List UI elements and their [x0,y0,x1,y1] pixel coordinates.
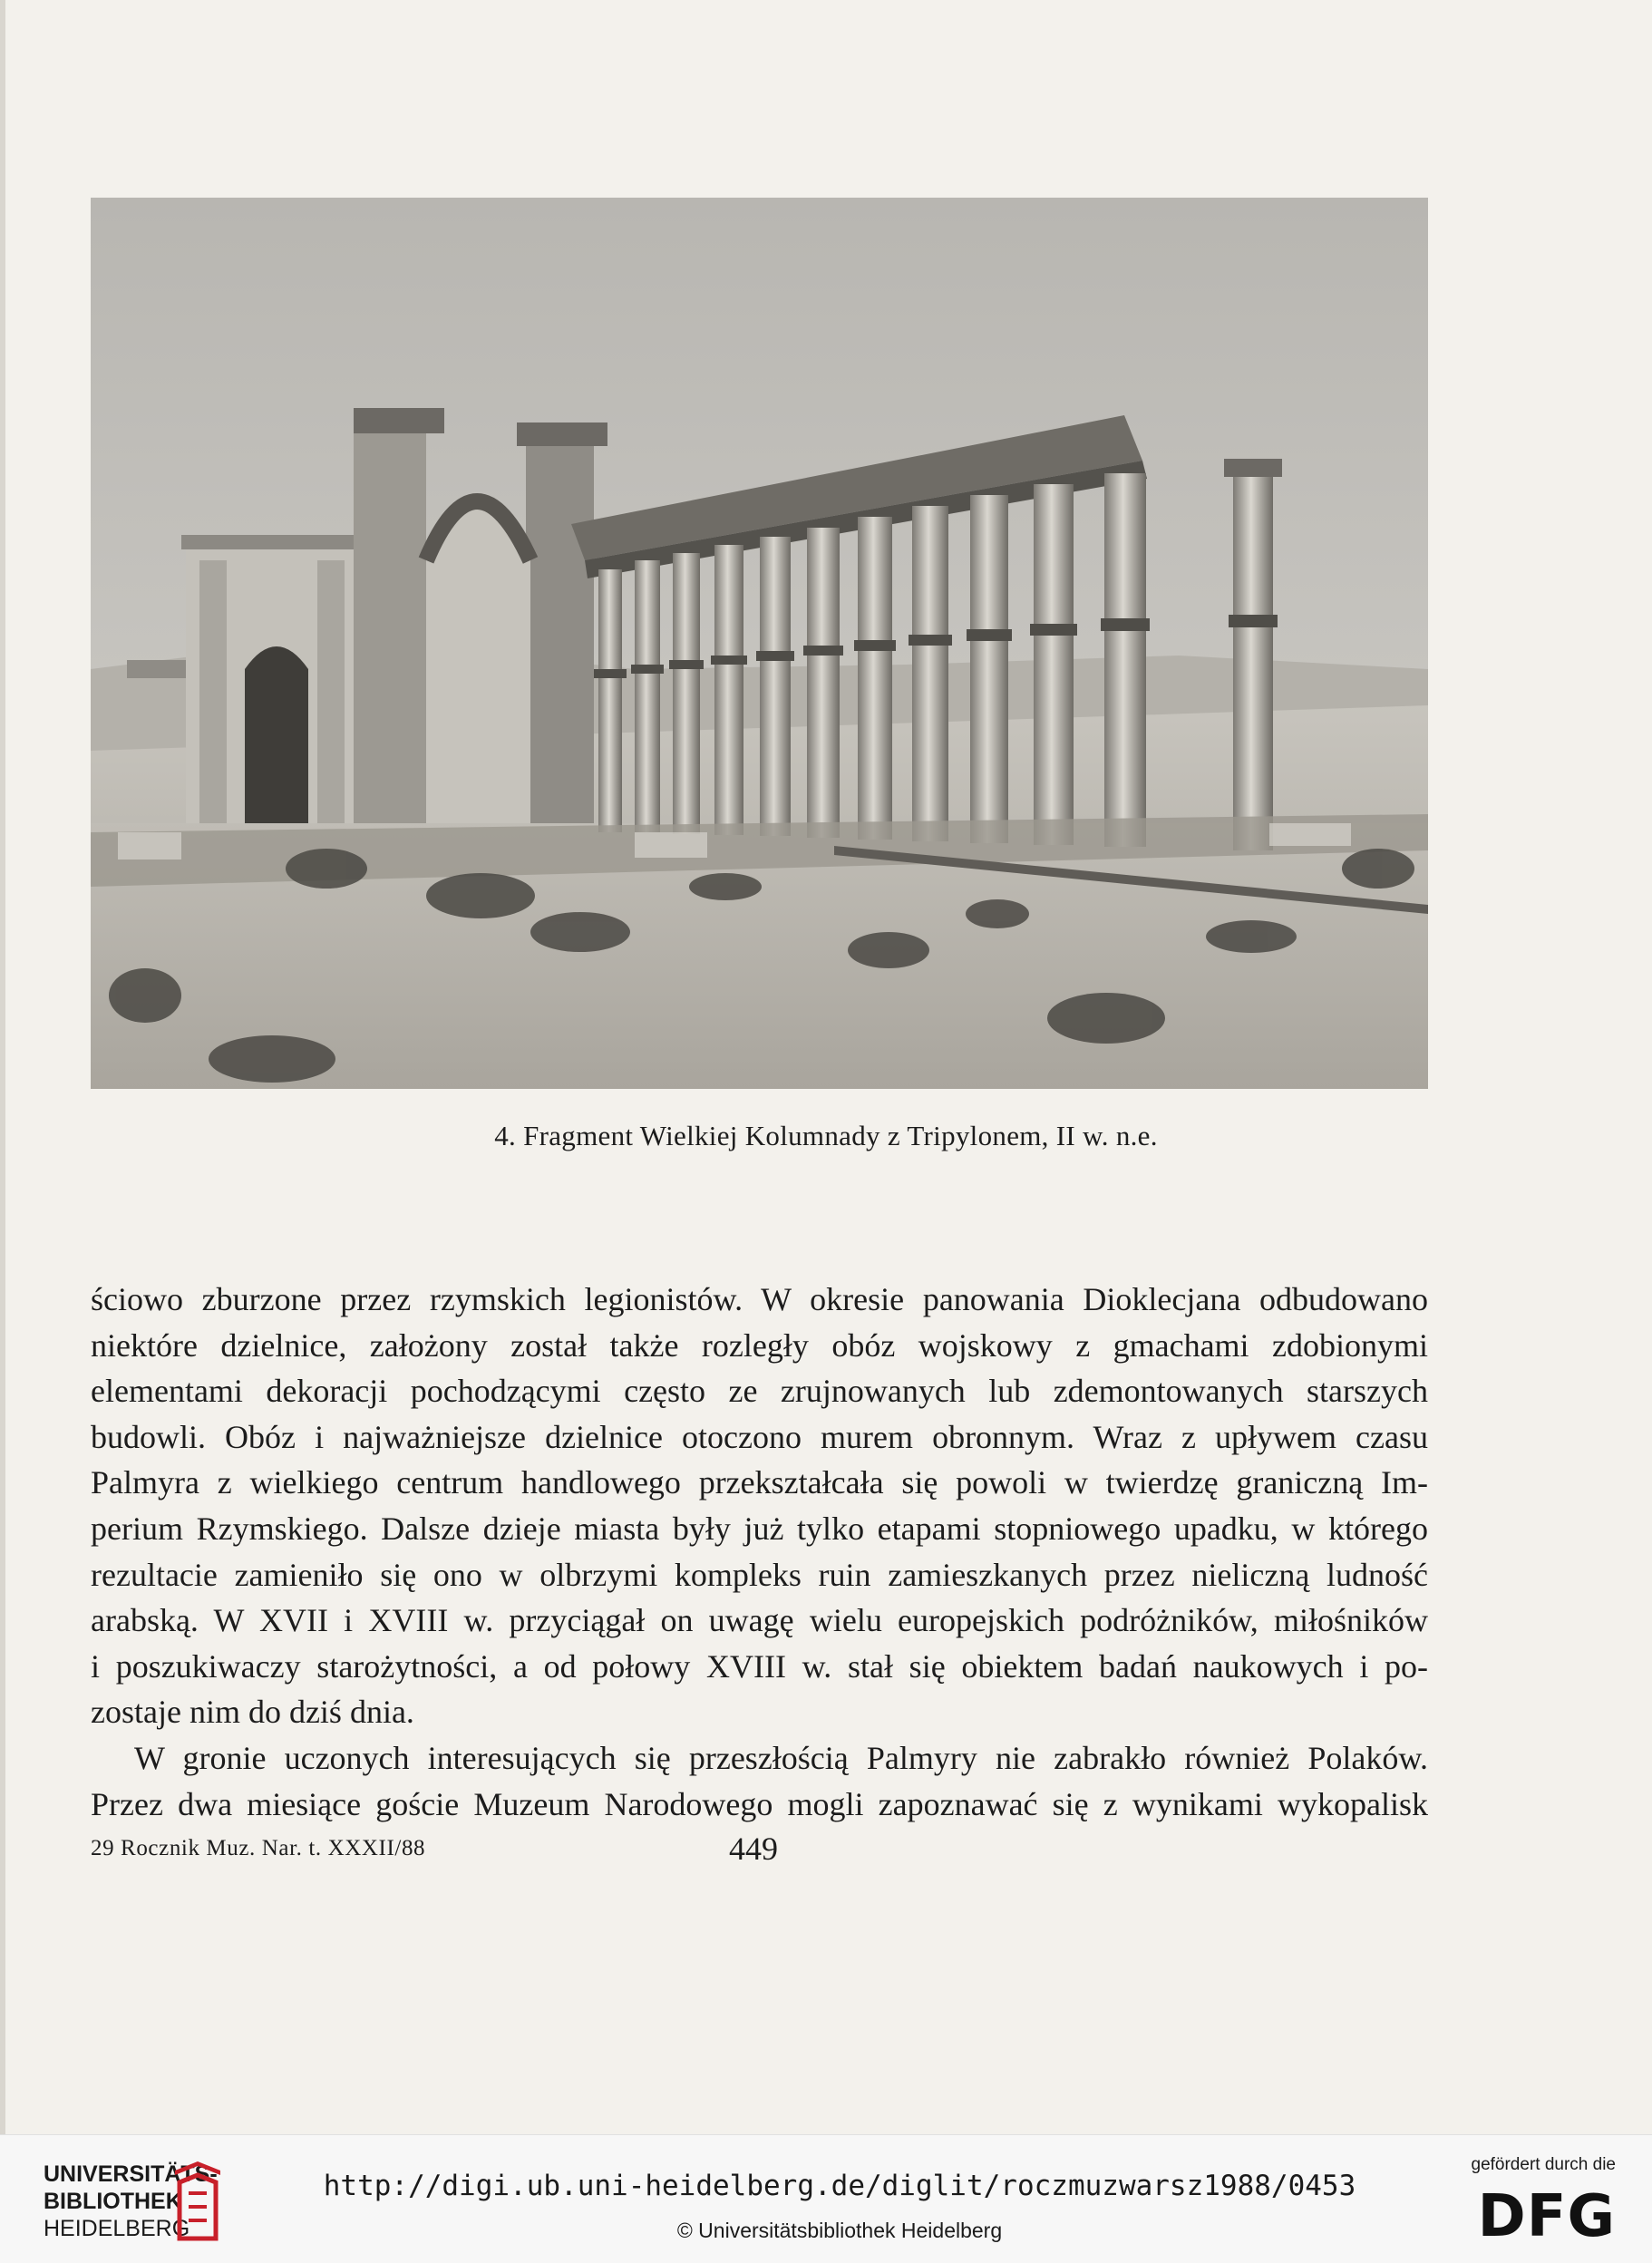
dfg-logo[interactable]: DFG [1477,2183,1616,2250]
permalink-url[interactable]: http://digi.ub.uni-heidelberg.de/diglit/roczmuzwarsz1988/0453 [323,2170,1356,2202]
page-number: 449 [729,1831,778,1867]
text-line: ściowo zburzone przez rzymskich legionistów. W okresie panowania Dioklecjana odbudowano [91,1281,1428,1317]
copyright-notice: © Universitätsbibliothek Heidelberg [676,2219,1003,2242]
text-line: W gronie uczonych interesujących się przeszłością Palmyry nie zabrakło również Polaków. [134,1739,1428,1776]
paragraph-1 [91,1277,1428,1735]
text-line: niektóre dzielnice, założony został także rozległy obóz wojskowy z gmachami zdobionymi [91,1326,1428,1364]
library-name-line3: HEIDELBERG [44,2216,190,2241]
figure-caption: 4. Fragment Wielkiej Kolumnady z Tripylonem, II w. n.e. [494,1120,1158,1151]
signature-mark: 29 Rocznik Muz. Nar. t. XXXII/88 [91,1836,426,1860]
library-name-line2: BIBLIOTHEK [44,2189,182,2214]
text-line: arabską. W XVII i XVIII w. przyciągał on uwagę wielu europejskich podróżników, miłośników [91,1602,1428,1639]
text-line: rezultacie zamieniło się ono w olbrzymi kompleks ruin zamieszkanych przez nieliczną ludność [91,1556,1428,1593]
colonnade-photograph [91,198,1428,1089]
text-line: Palmyra z wielkiego centrum handlowego przekształcała się powoli w twierdzę graniczną Im- [91,1464,1428,1501]
text-line: perium Rzymskiego. Dalsze dzieje miasta były już tylko etapami stopniowego upadku, w którego [91,1510,1428,1547]
text-line: budowli. Obóz i najważniejsze dzielnice otoczono murem obronnym. Wraz z upływem czasu [91,1418,1428,1455]
paragraph-2 [91,1735,1428,1827]
text-line: elementami dekoracji pochodzącymi często ze zrujnowanych lub zdemontowanych starszych [91,1373,1428,1410]
library-name-line1: UNIVERSITÄTS- [44,2161,218,2187]
text-line: zostaje nim do dziś dnia. [91,1694,414,1731]
body-text [91,1277,1428,1827]
funding-label: gefördert durch die [1471,2155,1616,2174]
digitization-banner [0,2134,1652,2263]
colonnade-photo-illustration [91,198,1428,1089]
text-line: Przez dwa miesiące goście Muzeum Narodowego mogli zapoznawać się z wynikami wykopalisk [91,1785,1428,1822]
text-line: i poszukiwaczy starożytności, a od połowy XVIII w. stał się obiektem badań naukowych i po- [91,1647,1428,1685]
